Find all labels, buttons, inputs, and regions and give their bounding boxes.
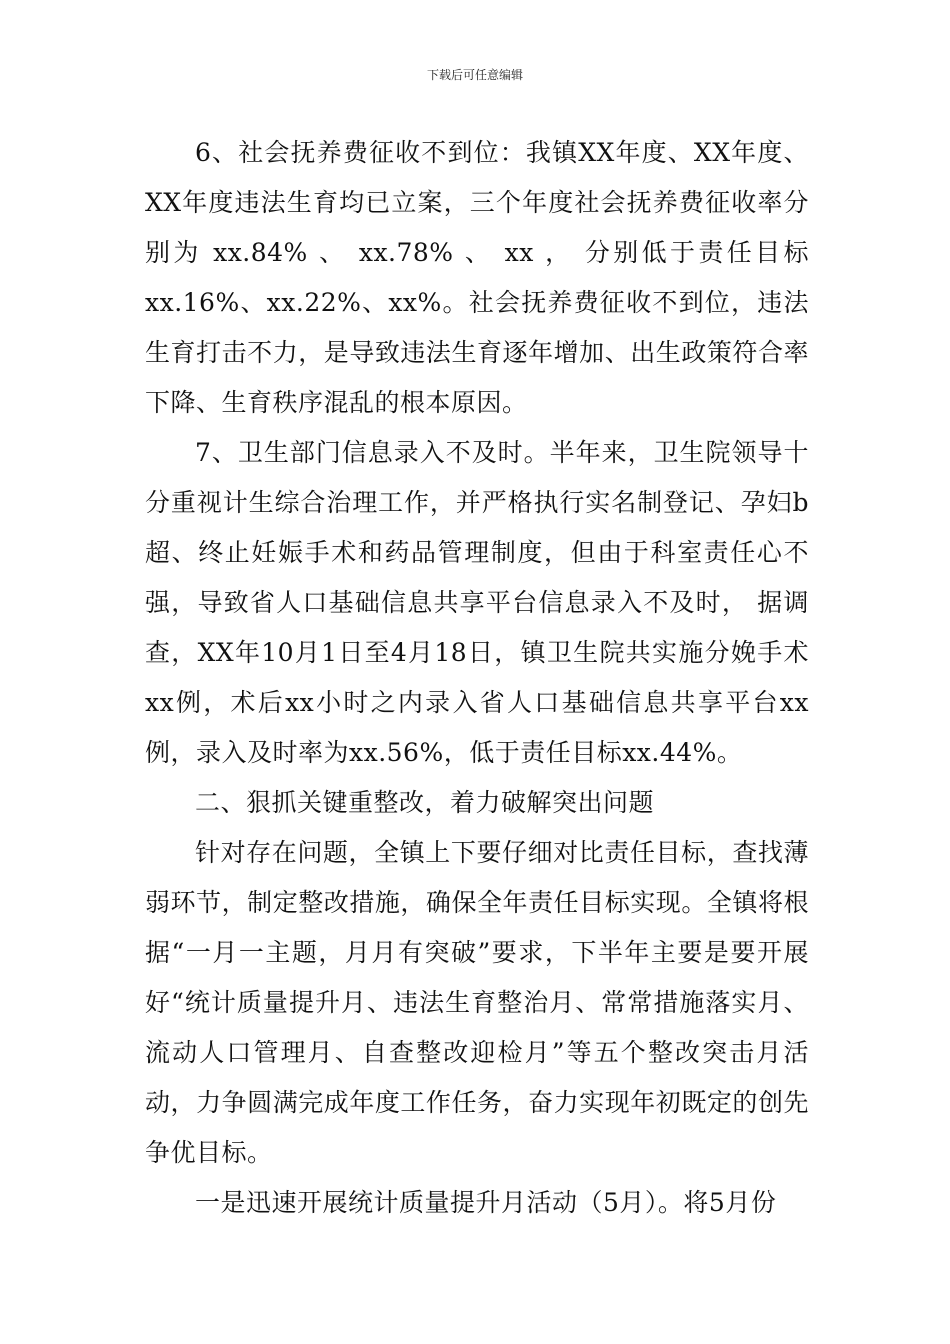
section-heading: 二、狠抓关键重整改，着力破解突出问题 [195,788,655,817]
paragraph-social-fee: 6、社会抚养费征收不到位：我镇XX年度、XX年度、XX年度违法生育均已立案，三个年度社会抚养费征收率分别为 xx.84% 、 xx.78% 、 xx ， 分别低于责任目标 xx.16%、xx.22%、xx%。社会抚养费征收不到位，违法生育打击不力，是导致违法生育逐年增加、出生政策符合率下降、生育秩序混乱的根本原因。 [145,138,809,417]
page-header: 下载后可任意编辑 [426,68,523,82]
paragraph-health-info: 7、卫生部门信息录入不及时。半年来，卫生院领导十分重视计生综合治理工作，并严格执行实名制登记、孕妇b超、终止妊娠手术和药品管理制度，但由于科室责任心不强，导致省人口基础信息共享平台信息录入不及时， 据调查，XX年10月1日至4月18日，镇卫生院共实施分娩手术xx例，术后xx小时之内录入省人口基础信息共享平台xx例，录入及时率为xx.56%，低于责任目标xx.44%。 [145,438,809,767]
document-body [145,128,809,1228]
paragraph-rectification: 针对存在问题，全镇上下要仔细对比责任目标，查找薄弱环节，制定整改措施，确保全年责任目标实现。全镇将根据“一月一主题，月月有突破”要求，下半年主要是要开展好“统计质量提升月、违法生育整治月、常常措施落实月、流动人口管理月、自查整改迎检月”等五个整改突击月活动，力争圆满完成年度工作任务，奋力实现年初既定的创先争优目标。 [145,838,809,1167]
paragraph-quality-month: 一是迅速开展统计质量提升月活动（5月）。将5月份 [195,1188,777,1217]
